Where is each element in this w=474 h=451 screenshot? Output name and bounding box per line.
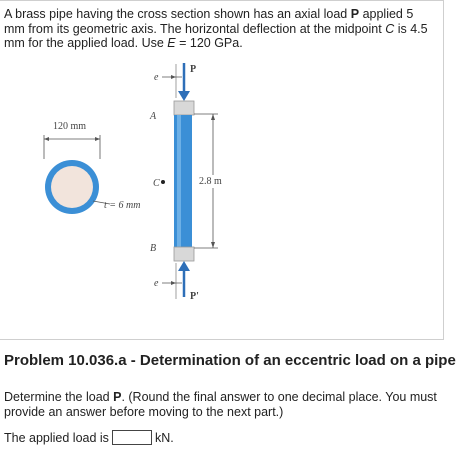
modulus-symbol: E <box>167 36 176 51</box>
answer-prefix: The applied load is <box>4 430 109 445</box>
statement-part3: is 4.5 mm for the applied load. Use <box>4 21 428 51</box>
load-symbol: P <box>350 7 360 21</box>
problem-statement <box>4 7 434 51</box>
problem-title: Problem 10.036.a - Determination of an eccentric load on a pipe <box>4 352 456 369</box>
statement-part2: applied 5 mm from its geometric axis. The horizontal deflection at the midpoint <box>4 7 414 36</box>
cross-section-diagram <box>44 121 140 214</box>
load-top-label: P <box>190 64 197 75</box>
load-bottom-label: P' <box>190 291 199 302</box>
eccentricity-top-label: e <box>154 72 159 83</box>
instructions-symbol: P <box>113 390 122 404</box>
statement-part4: = 120 GPa. <box>175 36 243 51</box>
column-diagram <box>149 63 228 302</box>
point-b-label: B <box>150 243 157 254</box>
thickness-label: t = 6 mm <box>104 200 141 211</box>
answer-input[interactable] <box>112 430 152 445</box>
instructions-part1: Determine the load <box>4 390 114 404</box>
answer-row <box>4 430 174 445</box>
outer-diameter-label: 120 mm <box>53 121 87 132</box>
length-label: 2.8 m <box>199 176 222 187</box>
answer-unit: kN. <box>154 430 174 445</box>
problem-instructions <box>4 390 470 420</box>
eccentricity-bottom-label: e <box>154 278 159 289</box>
point-c-label: C <box>153 178 160 189</box>
instructions-part2: . (Round the final answer to one decimal place. You must provide an answer before moving to the next part.) <box>4 390 437 419</box>
pipe-figure <box>0 56 444 306</box>
midpoint-symbol: C <box>385 21 395 36</box>
point-a-label: A <box>150 111 157 122</box>
statement-part1: A brass pipe having the cross section shown has an axial load <box>4 7 351 21</box>
